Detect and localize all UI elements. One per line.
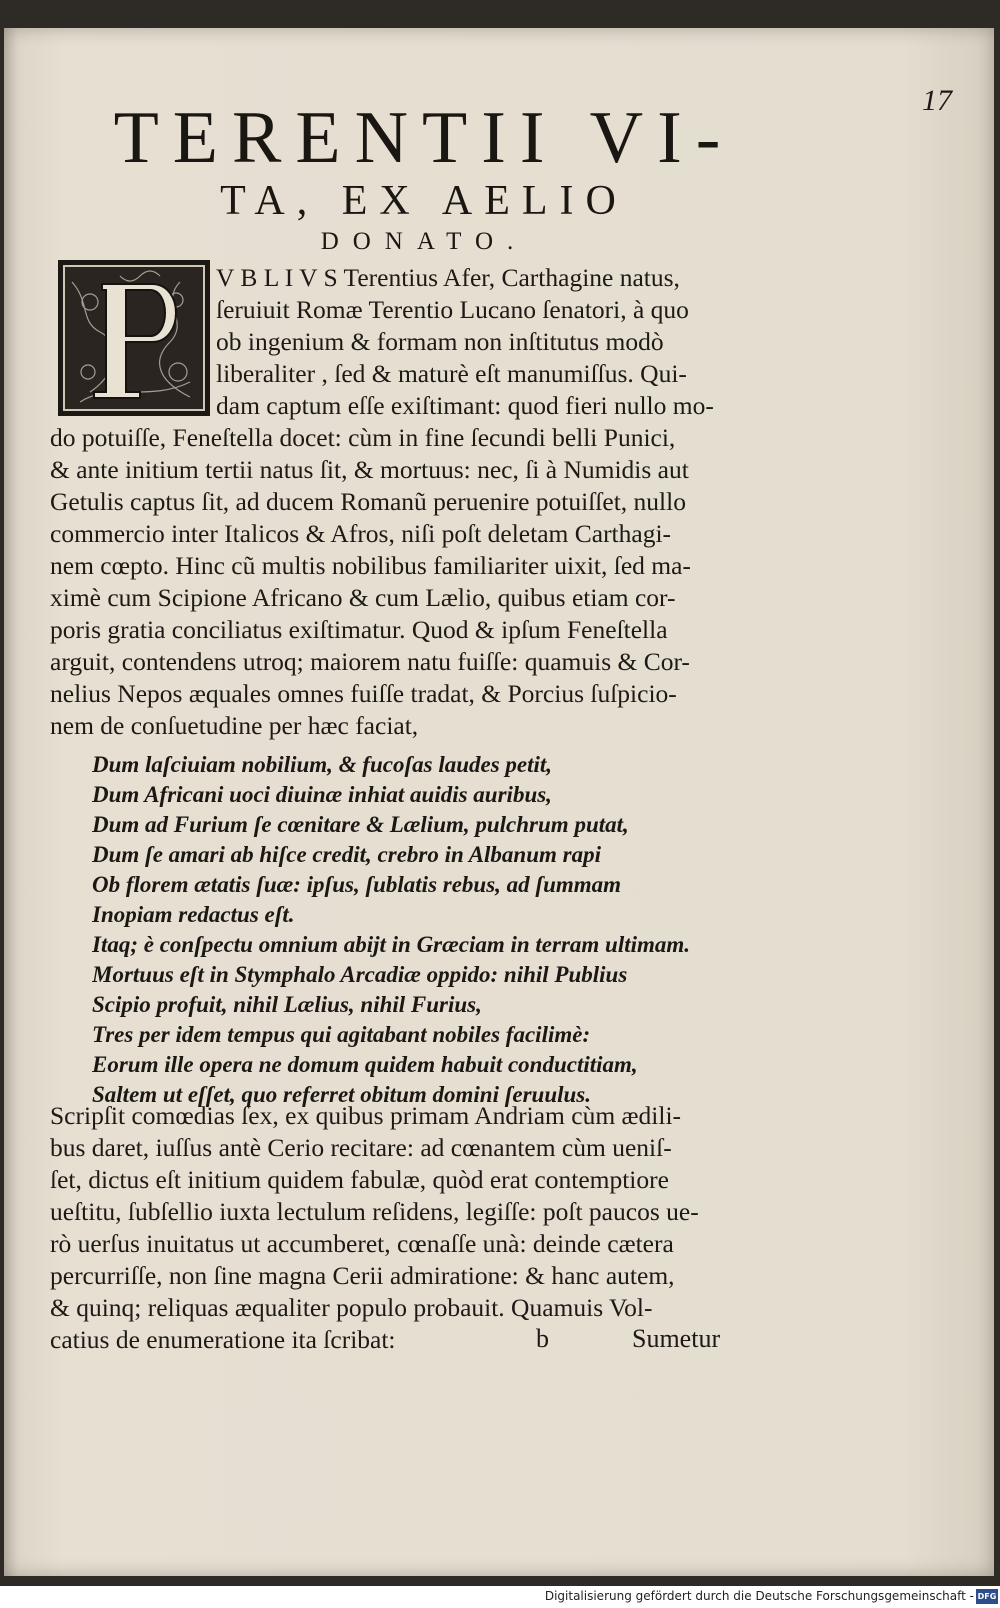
text-line: dam captum eſſe exiſtimant: quod fieri nullo mo- (216, 391, 714, 420)
catchword: Sumetur (632, 1324, 721, 1353)
text-line: Getulis captus ſit, ad ducem Romanũ peruenire potuiſſet, nullo (50, 487, 686, 516)
decorated-initial-p (58, 260, 210, 416)
text-line: catius de enumeratione ita ſcribat: (50, 1325, 396, 1354)
text-line: Scripſit comœdias ſex, ex quibus primam Andriam cùm ædili- (50, 1101, 682, 1130)
digitization-footer (0, 1586, 1000, 1608)
text-line: & quinq; reliquas æqualiter populo probauit. Quamuis Vol- (50, 1293, 653, 1322)
text-line: do potuiſſe, Feneſtella docet: cùm in fine ſecundi belli Punici, (50, 423, 676, 452)
verse-line: Itaq; è conſpectu omnium abijt in Græciam in terram ultimam. (92, 932, 691, 957)
text-line: nelius Nepos æquales omnes fuiſſe tradat, & Porcius ſuſpicio- (50, 679, 677, 708)
text-line: ob ingenium & formam non inſtitutus modò (216, 327, 664, 356)
footer-credit: Digitalisierung gefördert durch die Deutsche Forschungsgemeinschaft - (544, 1589, 974, 1603)
book-page (4, 28, 994, 1576)
text-line: nem cœpto. Hinc cũ multis nobilibus familiariter uixit, ſed ma- (50, 551, 691, 580)
title-line-3: DONATO. (320, 228, 528, 255)
dfg-logo-icon: DFG (976, 1589, 998, 1604)
verse-line: Dum Africani uoci diuinæ inhiat auidis auribus, (92, 782, 552, 807)
verse-line: Dum ad Furium ſe cœnitare & Lælium, pulchrum putat, (92, 812, 629, 837)
verse-line: Dum laſciuiam nobilium, & fucoſas laudes petit, (92, 752, 553, 777)
title-line-1: TERENTII VI- (113, 97, 735, 179)
verse-line: Tres per idem tempus qui agitabant nobiles facilimè: (92, 1022, 591, 1047)
text-line: & ante initium tertii natus ſit, & mortuus: nec, ſi à Numidis aut (50, 455, 689, 484)
verse-line: Inopiam redactus eſt. (92, 902, 295, 927)
verse-line: Saltem ut eſſet, quo referret obitum domini ſeruulus. (92, 1082, 592, 1107)
text-line: ſet, dictus eſt initium quidem fabulæ, quòd erat contemptiore (50, 1165, 669, 1194)
text-line: rò uerſus inuitatus ut accumberet, cœnaſſe unà: deinde cætera (50, 1229, 674, 1258)
verse-line: Scipio profuit, nihil Lælius, nihil Furius, (92, 992, 482, 1017)
title-line-2: TA, EX AELIO (220, 178, 628, 224)
text-line: nem de conſuetudine per hæc faciat, (50, 711, 419, 740)
verse-line: Ob florem ætatis ſuæ: ipſus, ſublatis rebus, ad ſummam (92, 872, 622, 897)
text-line: ximè cum Scipione Africano & cum Lælio, quibus etiam cor- (50, 583, 676, 612)
text-line: percurriſſe, non ſine magna Cerii admiratione: & hanc autem, (50, 1261, 675, 1290)
text-line: arguit, contendens utroq; maiorem natu fuiſſe: quamuis & Cor- (50, 647, 690, 676)
verse-line: Dum ſe amari ab hiſce credit, crebro in Albanum rapi (92, 842, 601, 867)
text-line: poris gratia conciliatus exiſtimatur. Quod & ipſum Feneſtella (50, 615, 668, 644)
signature-mark: b (536, 1324, 549, 1353)
verse-line: Eorum ille opera ne domum quidem habuit conductitiam, (92, 1052, 638, 1077)
text-line: ueſtitu, ſubſellio iuxta lectulum reſidens, legiſſe: poſt paucos ue- (50, 1197, 699, 1226)
text-line: ſeruiuit Romæ Terentio Lucano ſenatori, à quo (216, 295, 689, 324)
text-line: bus daret, iuſſus antè Cerio recitare: ad cœnantem cùm ueniſ- (50, 1133, 672, 1162)
text-line: V B L I V S Terentius Afer, Carthagine natus, (216, 263, 680, 292)
text-line: liberaliter , ſed & maturè eſt manumiſſus. Qui- (216, 359, 687, 388)
text-line: commercio inter Italicos & Afros, niſi poſt deletam Carthagi- (50, 519, 672, 548)
ornament-icon (60, 262, 208, 414)
folio-number: 17 (922, 84, 952, 117)
verse-line: Mortuus eſt in Stymphalo Arcadiæ oppido: nihil Publius (92, 962, 628, 987)
